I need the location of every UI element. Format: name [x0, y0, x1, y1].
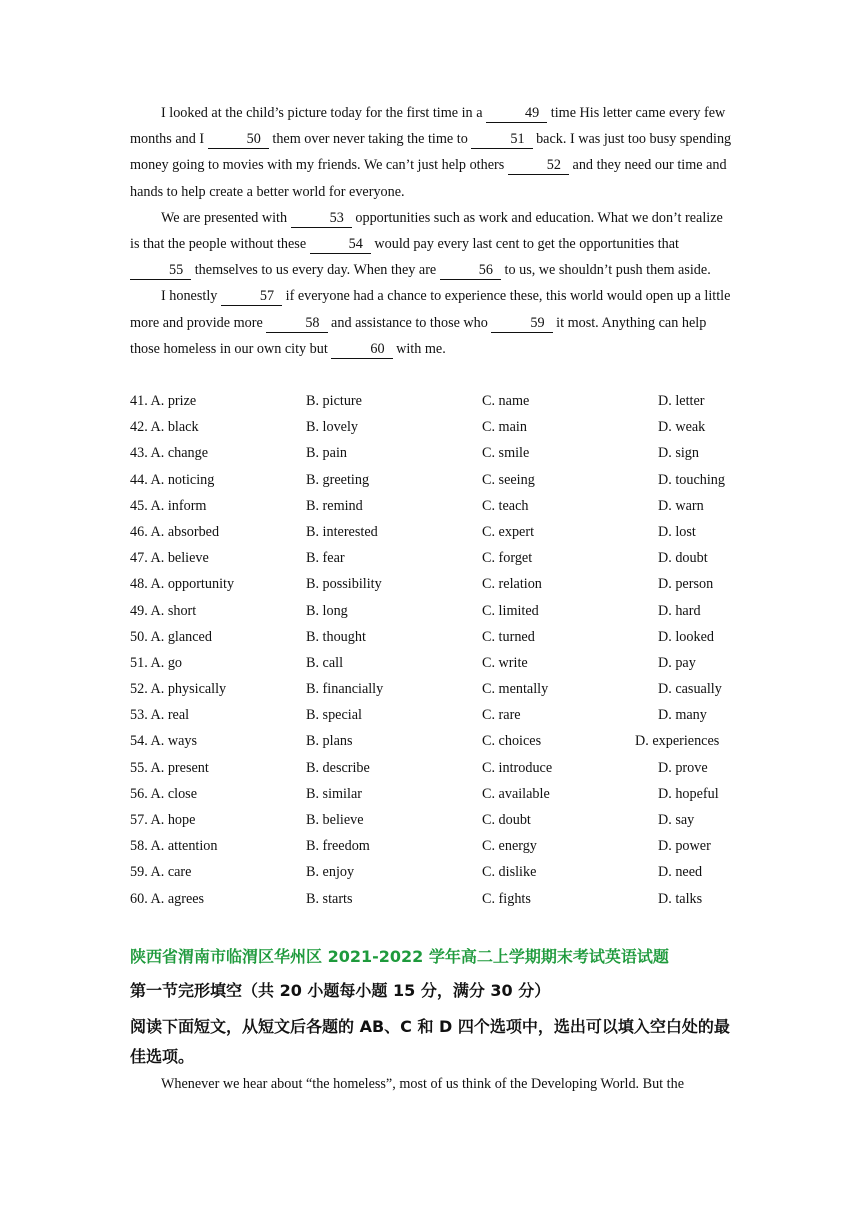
option-c: C. smile: [482, 445, 530, 462]
option-c: C. name: [482, 393, 530, 409]
option-c: C. introduce: [482, 759, 553, 776]
text-segment: I looked at the child’s picture today for the first time in a: [161, 105, 487, 121]
option-row: [130, 571, 750, 597]
blank-58: 58: [266, 315, 327, 333]
option-b: B. pain: [306, 445, 347, 462]
text-segment: them over never taking the time to: [268, 131, 472, 148]
option-row: [130, 598, 750, 624]
option-c: C. available: [482, 785, 550, 802]
answer-options-table: [130, 388, 750, 912]
option-row: [130, 781, 750, 807]
option-c: C. main: [482, 419, 527, 436]
option-c: C. seeing: [482, 471, 535, 488]
paragraph-1: [130, 100, 735, 205]
option-row: [130, 545, 750, 571]
option-row: [130, 755, 750, 781]
blank-53: 53: [291, 210, 352, 228]
option-b: B. long: [306, 602, 348, 619]
option-d: D. need: [658, 864, 703, 881]
blank-51: 51: [471, 131, 532, 149]
text-segment: and assistance to those who: [327, 314, 492, 331]
option-row: [130, 467, 750, 493]
text-segment: opportunities such as work and education. What we don’t realize is that the people without these: [130, 209, 723, 253]
option-a: 59. A. care: [130, 864, 192, 881]
option-a: 55. A. present: [130, 759, 209, 776]
option-a: 60. A. agrees: [130, 890, 205, 907]
option-d: D. warn: [658, 497, 704, 514]
option-row: [130, 440, 750, 466]
option-c: C. limited: [482, 602, 539, 619]
cloze-passage: [130, 100, 735, 362]
text-segment: We are presented with: [161, 209, 291, 226]
paragraph-2: [130, 205, 735, 284]
option-c: C. teach: [482, 497, 529, 514]
text-segment: time His letter came every few months and I: [130, 105, 726, 148]
option-b: B. freedom: [306, 838, 370, 855]
text-segment: it most. Anything can help those homeless in our own city but: [130, 314, 707, 357]
text-segment: to us, we shouldn’t push them aside.: [500, 262, 711, 279]
option-c: C. fights: [482, 890, 531, 907]
option-b: B. interested: [306, 523, 378, 540]
text-segment: I honestly: [161, 288, 221, 305]
section-heading: 第一节完形填空（共 20 小题每小题 15 分，满分 30 分）: [130, 981, 551, 1000]
text-segment: would pay every last cent to get the opportunities that: [370, 236, 679, 253]
option-c: C. write: [482, 654, 528, 671]
text-segment: with me.: [392, 340, 446, 357]
option-b: B. picture: [306, 393, 362, 409]
option-a: 44. A. noticing: [130, 471, 215, 488]
option-row: [130, 886, 750, 912]
option-c: C. mentally: [482, 681, 549, 698]
text-segment: if everyone had a chance to experience these, this world would open up a little more and provide more: [130, 288, 731, 331]
option-row: [130, 833, 750, 859]
option-row: [130, 859, 750, 885]
option-row: [130, 624, 750, 650]
option-a: 52. A. physically: [130, 681, 227, 698]
option-c: C. choices: [482, 733, 542, 750]
option-a: 42. A. black: [130, 419, 199, 436]
option-d: D. looked: [658, 628, 714, 645]
option-d: D. person: [658, 576, 714, 593]
option-c: C. doubt: [482, 812, 531, 828]
option-a: 57. A. hope: [130, 812, 196, 828]
option-b: B. enjoy: [306, 864, 355, 881]
option-b: B. thought: [306, 628, 366, 645]
option-c: C. energy: [482, 838, 537, 855]
option-d: D. prove: [658, 759, 708, 776]
option-c: C. expert: [482, 523, 535, 540]
option-d: D. hopeful: [658, 785, 719, 802]
option-a: 51. A. go: [130, 654, 183, 671]
option-a: 43. A. change: [130, 445, 209, 462]
option-c: C. rare: [482, 707, 521, 724]
option-a: 47. A. believe: [130, 550, 209, 567]
option-d: D. casually: [658, 681, 722, 698]
instruction-text: 阅读下面短文，从短文后各题的 AB、C 和 D 四个选项中，选出可以填入空白处的最佳选项。: [130, 1017, 730, 1066]
text-segment: themselves to us every day. When they are: [191, 262, 440, 279]
option-d: D. pay: [658, 654, 696, 671]
option-a: 54. A. ways: [130, 733, 197, 750]
option-c: C. turned: [482, 628, 535, 645]
option-d: D. sign: [658, 445, 699, 462]
option-a: 49. A. short: [130, 602, 197, 619]
source-title: 陕西省渭南市临渭区华州区 2021-2022 学年高二上学期期末考试英语试题: [130, 947, 669, 966]
option-row: [130, 414, 750, 440]
option-d: D. experiences: [635, 733, 720, 750]
option-a: 46. A. absorbed: [130, 523, 220, 540]
option-a: 41. A. prize: [130, 393, 197, 409]
option-row: [130, 728, 750, 754]
paragraph-3: [130, 283, 735, 362]
option-row: [130, 388, 750, 414]
option-c: C. forget: [482, 550, 533, 567]
option-b: B. possibility: [306, 576, 382, 593]
option-a: 50. A. glanced: [130, 628, 212, 645]
text-segment: and they need our time and hands to help create a better world for everyone.: [130, 157, 727, 200]
option-d: D. letter: [658, 393, 705, 409]
option-row: [130, 676, 750, 702]
blank-54: 54: [310, 236, 371, 254]
option-row: [130, 493, 750, 519]
option-row: [130, 807, 750, 833]
option-d: D. hard: [658, 602, 701, 619]
option-b: B. plans: [306, 733, 353, 750]
blank-57: 57: [221, 288, 282, 306]
option-row: [130, 702, 750, 728]
option-b: B. lovely: [306, 419, 359, 436]
blank-50: 50: [208, 131, 269, 149]
option-b: B. believe: [306, 812, 364, 828]
option-d: D. weak: [658, 419, 706, 436]
blank-52: 52: [508, 157, 569, 175]
option-b: B. remind: [306, 497, 363, 514]
blank-55: 55: [130, 262, 191, 280]
option-d: D. many: [658, 707, 707, 724]
option-b: B. starts: [306, 890, 353, 907]
option-b: B. call: [306, 654, 344, 671]
blank-59: 59: [491, 315, 552, 333]
option-a: 53. A. real: [130, 707, 190, 724]
option-a: 48. A. opportunity: [130, 576, 235, 593]
option-b: B. fear: [306, 550, 345, 567]
option-b: B. describe: [306, 759, 370, 776]
option-a: 45. A. inform: [130, 497, 207, 514]
option-d: D. power: [658, 838, 711, 855]
option-a: 56. A. close: [130, 785, 197, 802]
option-c: C. relation: [482, 576, 542, 593]
option-b: B. financially: [306, 681, 384, 698]
option-b: B. special: [306, 707, 362, 724]
option-d: D. lost: [658, 523, 696, 540]
option-d: D. touching: [658, 471, 725, 488]
option-b: B. similar: [306, 785, 362, 802]
option-row: [130, 650, 750, 676]
option-row: [130, 519, 750, 545]
next-passage-start: Whenever we hear about “the homeless”, most of us think of the Developing World. But the: [161, 1076, 685, 1092]
option-a: 58. A. attention: [130, 838, 218, 855]
blank-56: 56: [440, 262, 501, 280]
option-d: D. talks: [658, 890, 703, 907]
option-d: D. doubt: [658, 550, 708, 567]
blank-60: 60: [331, 341, 392, 359]
text-segment: back. I was just too busy spending money going to movies with my friends. We can’t just help others: [130, 131, 732, 174]
option-d: D. say: [658, 812, 695, 828]
blank-49: 49: [486, 105, 547, 123]
option-c: C. dislike: [482, 864, 537, 881]
option-b: B. greeting: [306, 471, 370, 488]
